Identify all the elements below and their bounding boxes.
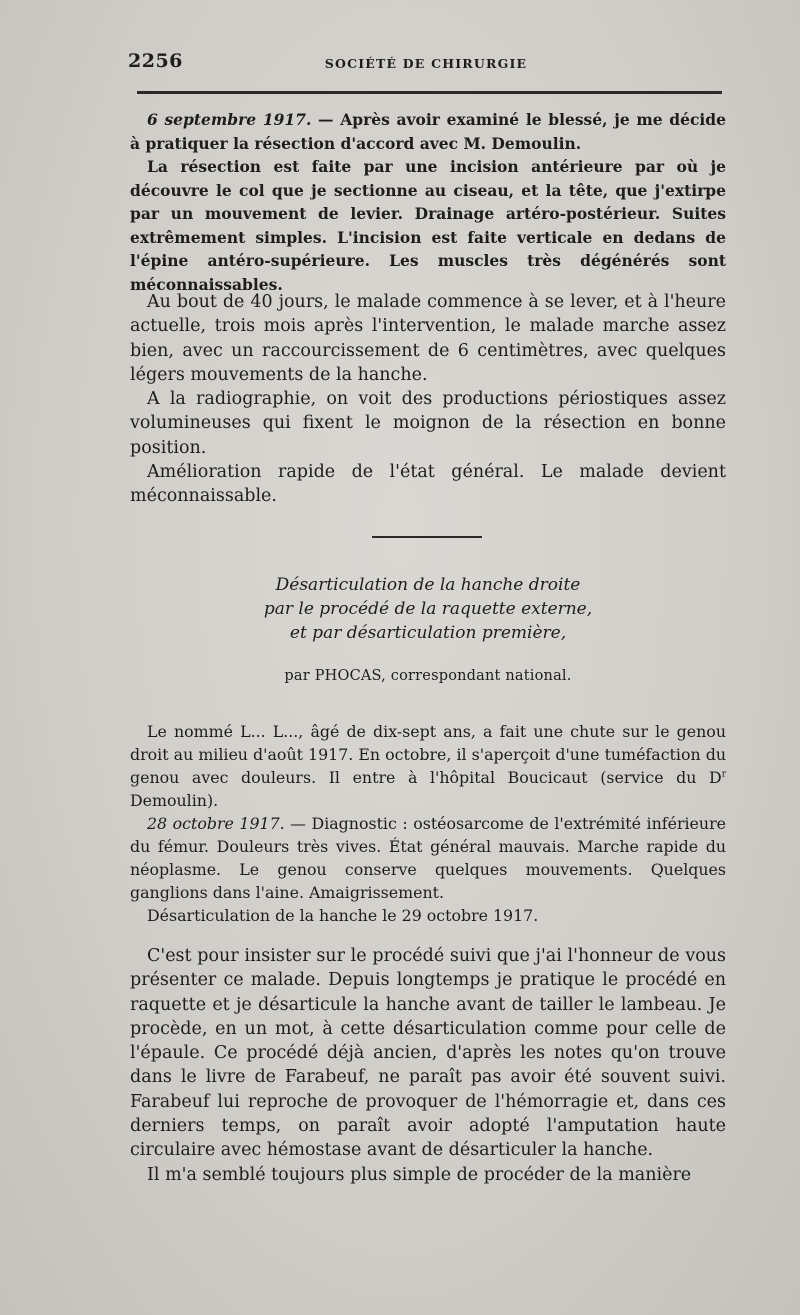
date-label: 6 septembre 1917. <box>147 110 312 129</box>
header-rule <box>137 91 722 94</box>
paragraph: Il m'a semblé toujours plus simple de procéder de la manière <box>147 1164 692 1185</box>
discussion-section <box>130 944 726 1187</box>
paragraph: Le nommé L... L..., âgé de dix-sept ans, a fait une chute sur le genou droit au milieu d'août 1917. En octobre, il s'aperçoit d'une tuméfaction du genou avec douleurs. Il entre à l'hôpital Boucicaut (service du $D^r$ Demoulin). <box>130 722 726 810</box>
paragraph: C'est pour insister sur le procédé suivi que j'ai l'honneur de vous présenter ce malade. Depuis longtemps je pratique le procédé en raquette et je désarticule la hanche avant de tailler le lambeau. Je procède, en un mot, à cette désarticulation comme pour celle de l'épaule. Ce procédé déjà ancien, d'après les notes qu'on trouve dans le livre de Farabeuf, ne paraît pas avoir été souvent suivi. Farabeuf lui reproche de provoquer de l'hémorragie et, dans ces derniers temps, on paraît avoir adopté l'amputation haute circulaire avec hémostase avant de désarticuler la hanche. <box>130 946 726 1161</box>
case-report <box>130 720 726 927</box>
running-head: SOCIÉTÉ DE CHIRURGIE <box>324 56 528 71</box>
page-header <box>128 50 724 80</box>
author-byline: par PHOCAS, correspondant national. <box>284 668 572 684</box>
title-line: Désarticulation de la hanche droite <box>275 575 581 595</box>
paragraph: Au bout de 40 jours, le malade commence à se lever, et à l'heure actuelle, trois mois après l'intervention, le malade marche assez bien, avec un raccourcissement de 6 centimètres, avec quelques légers mouvements de la hanche. <box>130 292 726 385</box>
outcome-section <box>130 290 726 509</box>
page-number: 2256 <box>128 50 183 72</box>
paragraph: La résection est faite par une incision antérieure par où je découvre le col que je sectionne au ciseau, et la tête, que j'extirpe par un mouvement de levier. Drainage artéro-postérieur. Suites extrêmement simples. L'incision est faite verticale en dedans de l'épine antéro-supérieure. Les muscles très dégénérés sont méconnaissables. <box>130 157 726 294</box>
paragraph: 28 octobre 1917. — Diagnostic : ostéosarcome de l'extrémité inférieure du fémur. Douleurs très vives. État général mauvais. Marche rapide du néoplasme. Le genou conserve quelques mouvements. Quelques ganglions dans l'aine. Amaigrissement. <box>130 814 726 902</box>
date-label: 28 octobre 1917. <box>147 814 285 833</box>
paragraph: Désarticulation de la hanche le 29 octobre 1917. <box>147 906 539 925</box>
title-line: et par désarticulation première, <box>289 623 567 643</box>
title-line: par le procédé de la raquette externe, <box>263 599 593 619</box>
case-notes-september <box>130 108 726 296</box>
paragraph: A la radiographie, on voit des productions périostiques assez volumineuses qui fixent le moignon de la résection en bonne position. <box>130 389 726 458</box>
paragraph: 6 septembre 1917. — Après avoir examiné le blessé, je me décide à pratiquer la résection d'accord avec M. Demoulin. <box>130 110 727 153</box>
article-title <box>130 573 726 645</box>
paragraph: Amélioration rapide de l'état général. Le malade devient méconnaissable. <box>130 462 726 507</box>
section-divider <box>372 536 482 538</box>
